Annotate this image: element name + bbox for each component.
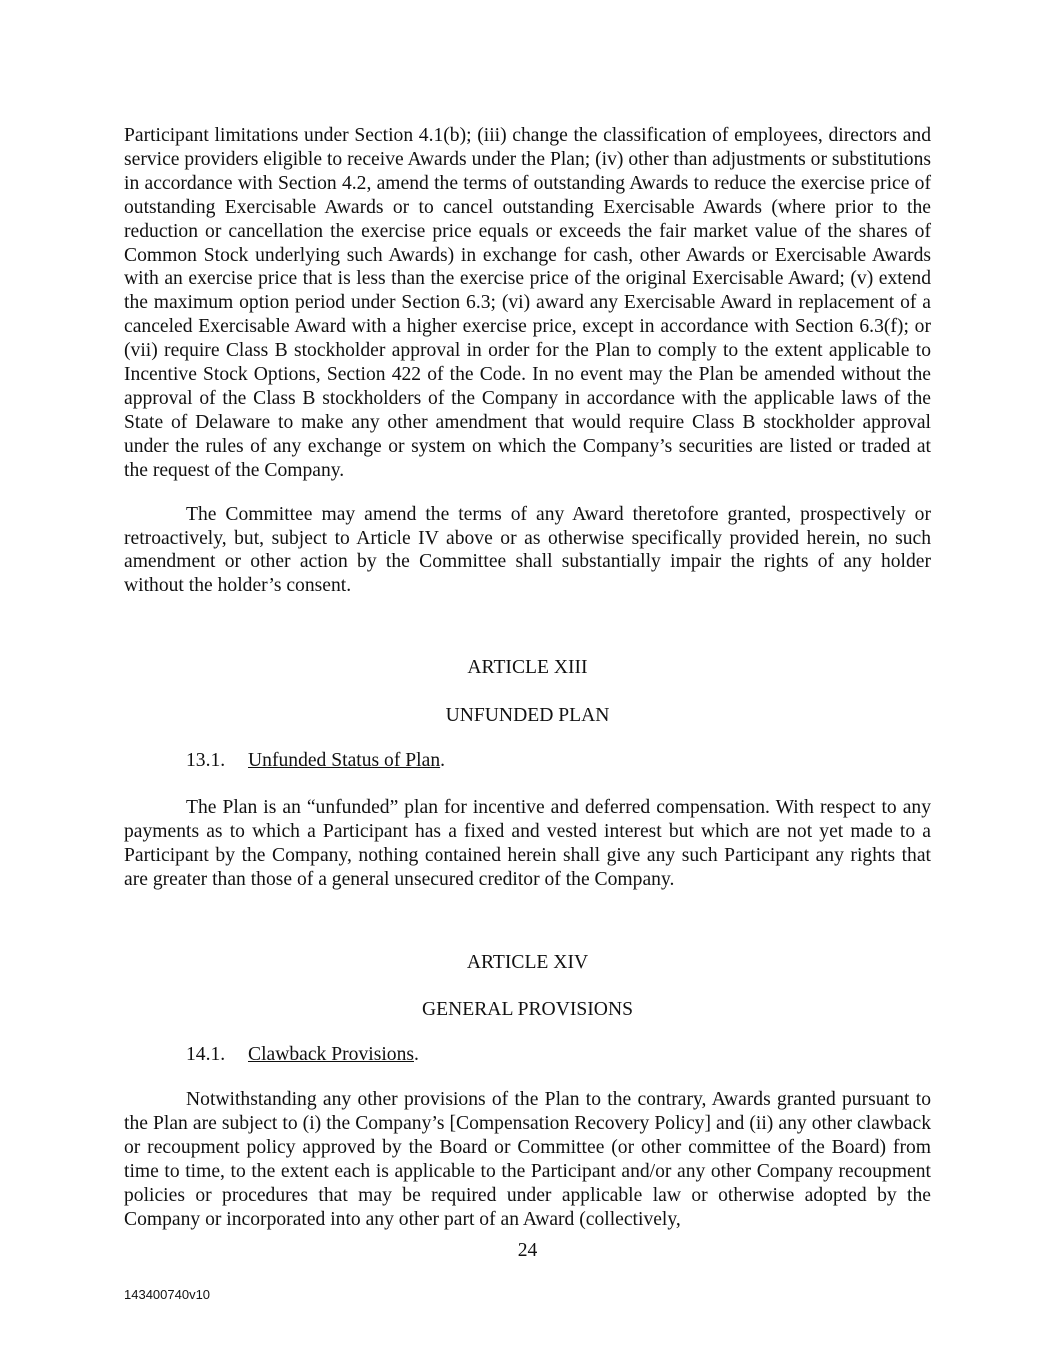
- article-xiv-heading: ARTICLE XIV: [466, 951, 589, 973]
- article-xiii-title: UNFUNDED PLAN: [445, 705, 610, 727]
- page-number: 24: [517, 1240, 538, 1261]
- document-page: [124, 124, 931, 1232]
- section-number: 14.1.: [186, 1044, 226, 1066]
- document-id: 143400740v10: [124, 1287, 211, 1302]
- section-title: Clawback Provisions: [248, 1044, 414, 1066]
- paragraph-clawback-provisions: Notwithstanding any other provisions of the Plan to the contrary, Awards granted pursuant to the Plan are subject to (i) the Company’s [Compensation Recovery Policy] and (ii) any other clawback or recoupment policy approved by the Board or Committee (or other committee of the Board) from time to time, to the extent each is applicable to the Participant and/or any other Company recoupment policies or procedures that may be required under applicable law or otherwise adopted by the Company or incorporated into any other part of an Award (collectively,: [124, 1089, 931, 1230]
- section-13-1-heading: [124, 749, 931, 773]
- paragraph-unfunded-status: The Plan is an “unfunded” plan for incentive and deferred compensation. With respect to any payments as to which a Participant has a fixed and vested interest but which are not yet made to a Participant by the Company, nothing contained herein shall give any such Participant any rights that are greater than those of a general unsecured creditor of the Company.: [124, 796, 931, 890]
- article-xiv-title: GENERAL PROVISIONS: [421, 999, 633, 1021]
- paragraph-amendment-limitations: Participant limitations under Section 4.1(b); (iii) change the classification of employees, directors and service providers eligible to receive Awards under the Plan; (iv) other than adjustments or substitutions in accordance with Section 4.2, amend the terms of outstanding Awards to reduce the exercise price of outstanding Exercisable Awards or to cancel outstanding Exercisable Awards (where prior to the reduction or cancellation the exercise price equals or exceeds the fair market value of the shares of Common Stock underlying such Awards) in exchange for cash, other Awards or Exercisable Awards with an exercise price that is less than the exercise price of the original Exercisable Award; (v) extend the maximum option period under Section 6.3; (vi) award any Exercisable Award in replacement of a canceled Exercisable Award with a higher exercise price, except in accordance with Section 6.3(f); or (vii) require Class B stockholder approval in order for the Plan to comply to the extent applicable to Incentive Stock Options, Section 422 of the Code. In no event may the Plan be amended without the approval of the Class B stockholders of the Company in accordance with the applicable laws of the State of Delaware to make any other amendment that would require Class B stockholder approval under the rules of any exchange or system on which the Company’s securities are listed or traded at the request of the Company.: [124, 125, 931, 481]
- article-xiii-heading: ARTICLE XIII: [467, 657, 588, 679]
- section-title: Unfunded Status of Plan: [248, 750, 441, 772]
- section-period: .: [440, 750, 446, 772]
- paragraph-committee-amendment: The Committee may amend the terms of any Award theretofore granted, prospectively or retroactively, but, subject to Article IV above or as otherwise specifically provided herein, no such amendment or other action by the Committee shall substantially impair the rights of any holder without the holder’s consent.: [124, 503, 931, 597]
- section-period: .: [414, 1044, 419, 1066]
- section-number: 13.1.: [186, 750, 226, 772]
- section-14-1-heading: [124, 1043, 931, 1067]
